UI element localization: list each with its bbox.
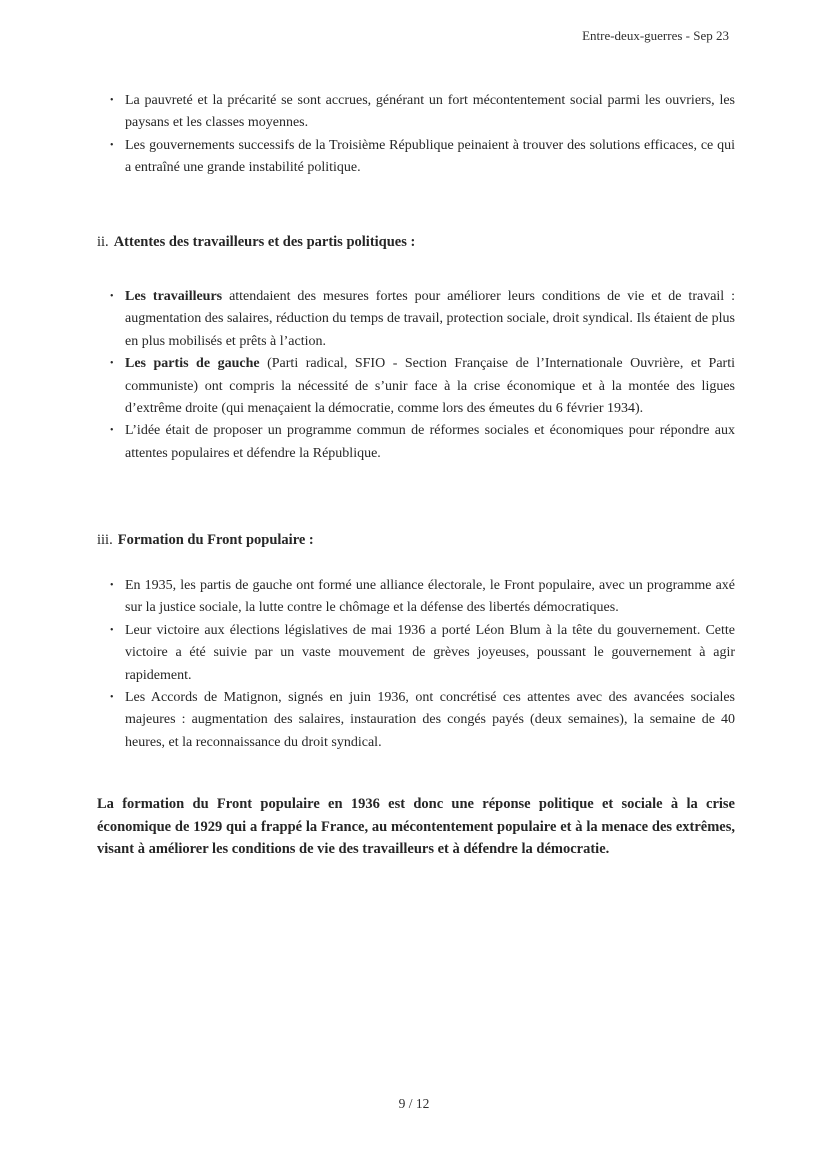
section-iii-bullets bbox=[97, 575, 735, 754]
intro-bullet-list bbox=[97, 90, 735, 180]
list-item-text: Les gouvernements successifs de la Troisième République peinaient à trouver des solutions efficaces, ce qui a entraîné une grande instabilité politique. bbox=[125, 137, 735, 176]
list-item bbox=[97, 420, 735, 465]
section-ii-heading-block bbox=[97, 231, 735, 253]
list-item-text: (Parti radical, SFIO - Section Française de l’Internationale Ouvrière, et Parti communiste) ont compris la nécessité de s’unir face à la crise économique et à la montée des ligues d’extrême droite (qui menaçaient la démocratie, comme lors des émeutes du 6 février 1934). bbox=[125, 356, 735, 417]
list-item-lead: Les partis de gauche bbox=[125, 356, 260, 372]
list-item-text: En 1935, les partis de gauche ont formé une alliance électorale, le Front populaire, avec un programme axé sur la justice sociale, la lutte contre le chômage et la défense des libertés démocratiques. bbox=[125, 578, 735, 616]
conclusion-block bbox=[97, 793, 735, 861]
list-item bbox=[97, 135, 735, 180]
conclusion-paragraph: La formation du Front populaire en 1936 est donc une réponse politique et sociale à la crise économique de 1929 qui a frappé la France, au mécontentement populaire et à la menace des extrêmes, visant à améliorer les conditions de vie des travailleurs et à défendre la démocratie. bbox=[97, 796, 735, 858]
intro-bullet-section bbox=[97, 90, 735, 180]
list-item bbox=[97, 575, 735, 620]
list-item-text: L’idée était de proposer un programme commun de réformes sociales et économiques pour répondre aux attentes populaires et défendre la République. bbox=[125, 423, 735, 461]
list-item-text: Leur victoire aux élections législatives de mai 1936 a porté Léon Blum à la tête du gouvernement. Cette victoire a été suivie par un vaste mouvement de grèves joyeuses, poussant le gouvernement à agir rapidement. bbox=[125, 622, 735, 683]
section-title: Formation du Front populaire : bbox=[117, 532, 314, 548]
section-iii-bullet-list bbox=[97, 575, 735, 754]
section-numeral: iii. bbox=[97, 532, 113, 548]
section-iii-heading-block bbox=[97, 529, 735, 551]
section-ii-bullet-list bbox=[97, 286, 735, 465]
section-ii-heading bbox=[97, 231, 735, 253]
list-item bbox=[97, 687, 735, 754]
list-item bbox=[97, 90, 735, 135]
page-number: 9 / 12 bbox=[398, 1096, 430, 1111]
list-item bbox=[97, 620, 735, 687]
list-item-text: attendaient des mesures fortes pour améliorer leurs conditions de vie et de travail : augmentation des salaires, réduction du temps de travail, protection sociale, droit syndical. Ils étaient de plus en plus mobilisés et prêts à l’action. bbox=[125, 289, 735, 349]
list-item-text: La pauvreté et la précarité se sont accrues, générant un fort mécontentement social parmi les ouvriers, les paysans et les classes moyennes. bbox=[125, 93, 735, 131]
running-header: Entre-deux-guerres - Sep 23 bbox=[582, 28, 729, 43]
section-title: Attentes des travailleurs et des partis politiques : bbox=[113, 234, 416, 250]
list-item-text: Les Accords de Matignon, signés en juin 1936, ont concrétisé ces attentes avec des avancées sociales majeures : augmentation des salaires, instauration des congés payés (deux semaines), la semaine de 40 heures, et la reconnaissance du droit syndical. bbox=[125, 690, 735, 750]
section-ii-bullets bbox=[97, 286, 735, 465]
list-item bbox=[97, 353, 735, 420]
list-item bbox=[97, 286, 735, 353]
list-item-lead: Les travailleurs bbox=[125, 289, 223, 304]
section-numeral: ii. bbox=[97, 234, 109, 250]
section-iii-heading bbox=[97, 529, 735, 551]
